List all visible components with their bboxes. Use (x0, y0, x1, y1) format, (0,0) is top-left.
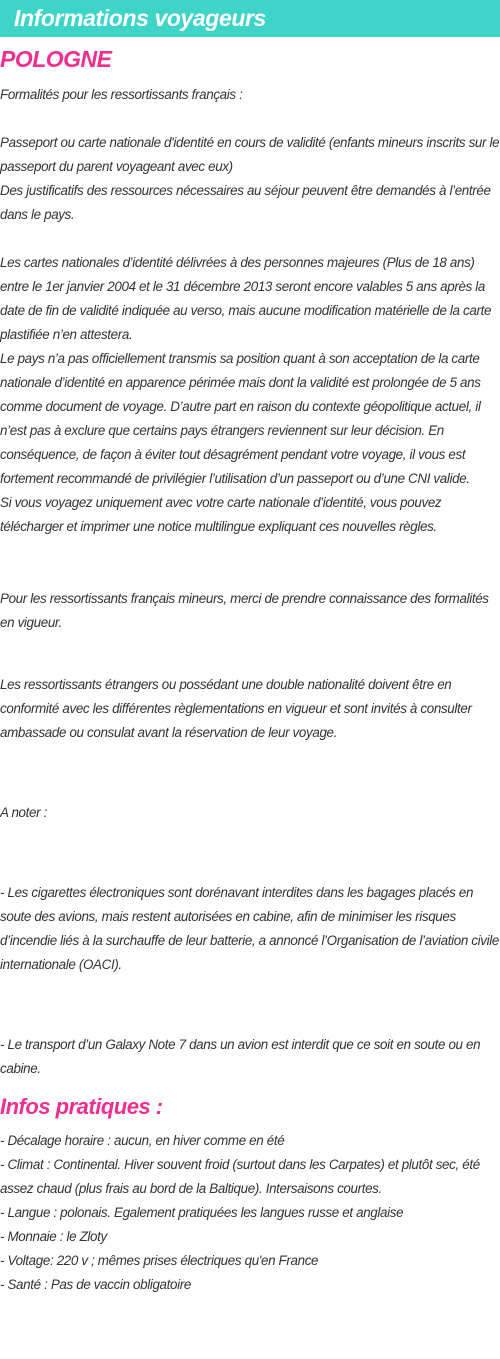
spacer (0, 977, 500, 1033)
cigarettes-note: - Les cigarettes électroniques sont dorénavant interdites dans les bagages placés en soute des avions, mais restent autorisées en cabine, afin de minimiser les risques d’incendie liés à la surchauffe de leur batterie, a annoncé l’Organisation de l’aviation civile internationale (OACI). (0, 885, 499, 972)
spacer (0, 745, 500, 801)
formalites-intro: Formalités pour les ressortissants français : (0, 87, 243, 102)
spacer (0, 107, 500, 131)
infos-pratiques-title: Infos pratiques : (0, 1094, 163, 1119)
mineurs-note: Pour les ressortissants français mineurs, merci de prendre connaissance des formalités en vigueur. (0, 591, 489, 630)
cni-paragraph-2: Le pays n’a pas officiellement transmis sa position quant à son acceptation de la carte nationale d’identité en apparence périmée mais dont la validité est prolongée de 5 ans comme document de voyage. D’autre part en raison du contexte géopolitique actuel, il n’est pas à exclure que certains pays étrangers reviennent sur leur décision. En conséquence, de façon à éviter tout désagrément pendant votre voyage, il vous est fortement recommandé de privilégier l’utilisation d’un passeport ou d’une CNI valide. (0, 351, 481, 486)
info-item: - Voltage: 220 v ; mêmes prises électriques qu'en France (0, 1253, 319, 1268)
spacer (0, 825, 500, 881)
cni-paragraph-3: Si vous voyagez uniquement avec votre carte nationale d’identité, vous pouvez télécharger et imprimer une notice multilingue expliquant ces nouvelles règles. (0, 495, 442, 534)
spacer (0, 539, 500, 587)
info-item: - Monnaie : le Zloty (0, 1229, 107, 1244)
spacer (0, 635, 500, 673)
country-title: POLOGNE (0, 46, 112, 72)
justificatifs-note: Des justificatifs des ressources nécessaires au séjour peuvent être demandés à l’entrée dans le pays. (0, 183, 491, 222)
info-item: - Santé : Pas de vaccin obligatoire (0, 1277, 191, 1292)
travel-info-content (0, 37, 500, 1297)
galaxy-note: - Le transport d’un Galaxy Note 7 dans un avion est interdit que ce soit en soute ou en cabine. (0, 1037, 481, 1076)
header-bar (0, 0, 500, 37)
cni-paragraph-1: Les cartes nationales d’identité délivrées à des personnes majeures (Plus de 18 ans) entre le 1er janvier 2004 et le 31 décembre 2013 seront encore valables 5 ans après la date de fin de validité indiquée au verso, mais aucune modification matérielle de la carte plastifiée n’en attestera. (0, 255, 492, 342)
info-item: - Climat : Continental. Hiver souvent froid (surtout dans les Carpates) et plutôt sec, été assez chaud (plus frais au bord de la Baltique). Intersaisons courtes. (0, 1157, 480, 1196)
etrangers-note: Les ressortissants étrangers ou possédant une double nationalité doivent être en conformité avec les différentes règlementations en vigueur et sont invités à consulter ambassade ou consulat avant la réservation de leur voyage. (0, 677, 472, 740)
spacer (0, 227, 500, 251)
a-noter-label: A noter : (0, 805, 47, 820)
page-title: Informations voyageurs (14, 5, 266, 31)
info-item: - Décalage horaire : aucun, en hiver comme en été (0, 1133, 285, 1148)
passport-requirement: Passeport ou carte nationale d'identité en cours de validité (enfants mineurs inscrits sur le passeport du parent voyageant avec eux) (0, 135, 500, 174)
info-item: - Langue : polonais. Egalement pratiquées les langues russe et anglaise (0, 1205, 404, 1220)
